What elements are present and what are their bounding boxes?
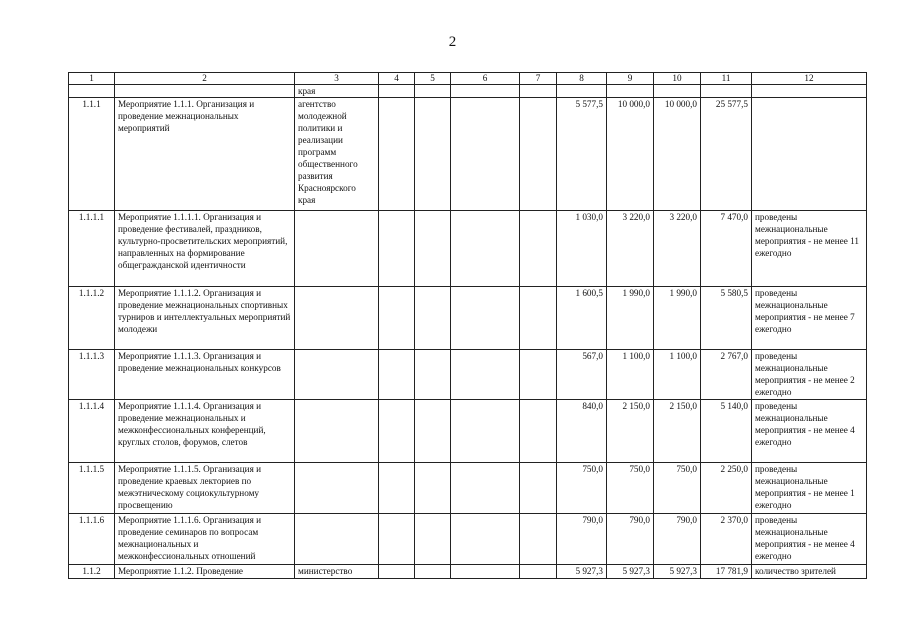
measure-name-cell bbox=[115, 85, 295, 98]
empty-cell bbox=[451, 463, 520, 514]
measure-code-cell: 1.1.1.1 bbox=[69, 211, 115, 287]
amount-cell-col10: 5 927,3 bbox=[654, 565, 701, 579]
measure-code-cell: 1.1.1.4 bbox=[69, 400, 115, 463]
measure-name-cell: Мероприятие 1.1.1.3. Организация и проведение межнациональных конкурсов bbox=[115, 350, 295, 400]
amount-cell-col10: 2 150,0 bbox=[654, 400, 701, 463]
empty-cell bbox=[520, 463, 557, 514]
empty-cell bbox=[520, 98, 557, 211]
measure-code-cell: 1.1.2 bbox=[69, 565, 115, 579]
column-number: 8 bbox=[557, 73, 607, 85]
measure-code-cell: 1.1.1 bbox=[69, 98, 115, 211]
amount-cell-col8: 1 030,0 bbox=[557, 211, 607, 287]
executor-cell bbox=[295, 211, 379, 287]
column-number: 2 bbox=[115, 73, 295, 85]
total-amount-cell: 25 577,5 bbox=[701, 98, 752, 211]
executor-cell: края bbox=[295, 85, 379, 98]
empty-cell bbox=[520, 514, 557, 565]
expected-result-cell bbox=[752, 85, 867, 98]
amount-cell-col9: 5 927,3 bbox=[607, 565, 654, 579]
table-row bbox=[69, 287, 867, 350]
total-amount-cell: 7 470,0 bbox=[701, 211, 752, 287]
executor-cell bbox=[295, 350, 379, 400]
empty-cell bbox=[379, 98, 415, 211]
table-row bbox=[69, 350, 867, 400]
empty-cell bbox=[451, 400, 520, 463]
measure-name-cell: Мероприятие 1.1.2. Проведение bbox=[115, 565, 295, 579]
column-number: 4 bbox=[379, 73, 415, 85]
column-number: 10 bbox=[654, 73, 701, 85]
empty-cell bbox=[415, 400, 451, 463]
amount-cell-col9: 1 990,0 bbox=[607, 287, 654, 350]
table-row bbox=[69, 514, 867, 565]
amount-cell-col8: 567,0 bbox=[557, 350, 607, 400]
executor-cell bbox=[295, 463, 379, 514]
total-amount-cell: 5 140,0 bbox=[701, 400, 752, 463]
amount-cell-col8: 840,0 bbox=[557, 400, 607, 463]
empty-cell bbox=[379, 287, 415, 350]
measure-name-cell: Мероприятие 1.1.1.5. Организация и проведение краевых лекториев по межэтническому социокультурному просвещению bbox=[115, 463, 295, 514]
empty-cell bbox=[415, 85, 451, 98]
expected-result-cell: проведены межнациональные мероприятия - не менее 4 ежегодно bbox=[752, 400, 867, 463]
total-amount-cell bbox=[701, 85, 752, 98]
column-number: 5 bbox=[415, 73, 451, 85]
program-measures-table bbox=[68, 72, 867, 579]
empty-cell bbox=[451, 514, 520, 565]
empty-cell bbox=[520, 211, 557, 287]
measure-name-cell: Мероприятие 1.1.1. Организация и проведение межнациональных мероприятий bbox=[115, 98, 295, 211]
measure-code-cell: 1.1.1.6 bbox=[69, 514, 115, 565]
executor-cell: министерство bbox=[295, 565, 379, 579]
measure-name-cell: Мероприятие 1.1.1.1. Организация и проведение фестивалей, праздников, культурно-просветительских мероприятий, направленных на формирование общегражданской идентичности bbox=[115, 211, 295, 287]
measure-name-cell: Мероприятие 1.1.1.4. Организация и проведение межнациональных и межконфессиональных конференций, круглых столов, форумов, слетов bbox=[115, 400, 295, 463]
executor-cell: агентство молодежной политики и реализации программ общественного развития Красноярского края bbox=[295, 98, 379, 211]
expected-result-cell: проведены межнациональные мероприятия - не менее 1 ежегодно bbox=[752, 463, 867, 514]
amount-cell-col8: 5 577,5 bbox=[557, 98, 607, 211]
amount-cell-col8: 790,0 bbox=[557, 514, 607, 565]
amount-cell-col9: 10 000,0 bbox=[607, 98, 654, 211]
table-row bbox=[69, 98, 867, 211]
expected-result-cell: проведены межнациональные мероприятия - не менее 4 ежегодно bbox=[752, 514, 867, 565]
table-row bbox=[69, 400, 867, 463]
empty-cell bbox=[451, 85, 520, 98]
measure-name-cell: Мероприятие 1.1.1.2. Организация и проведение межнациональных спортивных турниров и интеллектуальных мероприятий молодежи bbox=[115, 287, 295, 350]
empty-cell bbox=[379, 211, 415, 287]
amount-cell-col10: 1 990,0 bbox=[654, 287, 701, 350]
amount-cell-col9: 750,0 bbox=[607, 463, 654, 514]
amount-cell-col8: 5 927,3 bbox=[557, 565, 607, 579]
empty-cell bbox=[520, 565, 557, 579]
amount-cell-col10: 10 000,0 bbox=[654, 98, 701, 211]
table-row bbox=[69, 85, 867, 98]
empty-cell bbox=[379, 463, 415, 514]
total-amount-cell: 5 580,5 bbox=[701, 287, 752, 350]
empty-cell bbox=[415, 98, 451, 211]
empty-cell bbox=[415, 287, 451, 350]
expected-result-cell: количество зрителей bbox=[752, 565, 867, 579]
empty-cell bbox=[520, 400, 557, 463]
empty-cell bbox=[520, 287, 557, 350]
amount-cell-col10: 1 100,0 bbox=[654, 350, 701, 400]
executor-cell bbox=[295, 400, 379, 463]
amount-cell-col10: 790,0 bbox=[654, 514, 701, 565]
measure-code-cell: 1.1.1.5 bbox=[69, 463, 115, 514]
empty-cell bbox=[415, 565, 451, 579]
table-row bbox=[69, 211, 867, 287]
empty-cell bbox=[379, 85, 415, 98]
measure-code-cell: 1.1.1.3 bbox=[69, 350, 115, 400]
empty-cell bbox=[415, 463, 451, 514]
empty-cell bbox=[451, 211, 520, 287]
column-number: 3 bbox=[295, 73, 379, 85]
expected-result-cell bbox=[752, 98, 867, 211]
measure-name-cell: Мероприятие 1.1.1.6. Организация и проведение семинаров по вопросам межнациональных и межконфессиональных отношений bbox=[115, 514, 295, 565]
empty-cell bbox=[379, 565, 415, 579]
column-number: 12 bbox=[752, 73, 867, 85]
amount-cell-col10 bbox=[654, 85, 701, 98]
measure-code-cell: 1.1.1.2 bbox=[69, 287, 115, 350]
expected-result-cell: проведены межнациональные мероприятия - не менее 2 ежегодно bbox=[752, 350, 867, 400]
empty-cell bbox=[520, 85, 557, 98]
amount-cell-col8: 750,0 bbox=[557, 463, 607, 514]
expected-result-cell: проведены межнациональные мероприятия - не менее 7 ежегодно bbox=[752, 287, 867, 350]
total-amount-cell: 17 781,9 bbox=[701, 565, 752, 579]
amount-cell-col8: 1 600,5 bbox=[557, 287, 607, 350]
total-amount-cell: 2 370,0 bbox=[701, 514, 752, 565]
executor-cell bbox=[295, 287, 379, 350]
empty-cell bbox=[415, 211, 451, 287]
column-number: 7 bbox=[520, 73, 557, 85]
amount-cell-col10: 750,0 bbox=[654, 463, 701, 514]
empty-cell bbox=[451, 287, 520, 350]
empty-cell bbox=[379, 350, 415, 400]
empty-cell bbox=[379, 514, 415, 565]
table-row bbox=[69, 463, 867, 514]
measure-code-cell bbox=[69, 85, 115, 98]
amount-cell-col10: 3 220,0 bbox=[654, 211, 701, 287]
amount-cell-col9: 1 100,0 bbox=[607, 350, 654, 400]
empty-cell bbox=[415, 514, 451, 565]
column-number: 11 bbox=[701, 73, 752, 85]
empty-cell bbox=[379, 400, 415, 463]
amount-cell-col9: 2 150,0 bbox=[607, 400, 654, 463]
amount-cell-col8 bbox=[557, 85, 607, 98]
table-row bbox=[69, 565, 867, 579]
empty-cell bbox=[415, 350, 451, 400]
column-number-row bbox=[69, 73, 867, 85]
empty-cell bbox=[451, 98, 520, 211]
amount-cell-col9 bbox=[607, 85, 654, 98]
expected-result-cell: проведены межнациональные мероприятия - не менее 11 ежегодно bbox=[752, 211, 867, 287]
executor-cell bbox=[295, 514, 379, 565]
page-number: 2 bbox=[448, 34, 457, 50]
column-number: 1 bbox=[69, 73, 115, 85]
total-amount-cell: 2 250,0 bbox=[701, 463, 752, 514]
empty-cell bbox=[451, 350, 520, 400]
empty-cell bbox=[451, 565, 520, 579]
empty-cell bbox=[520, 350, 557, 400]
total-amount-cell: 2 767,0 bbox=[701, 350, 752, 400]
amount-cell-col9: 3 220,0 bbox=[607, 211, 654, 287]
column-number: 9 bbox=[607, 73, 654, 85]
column-number: 6 bbox=[451, 73, 520, 85]
amount-cell-col9: 790,0 bbox=[607, 514, 654, 565]
